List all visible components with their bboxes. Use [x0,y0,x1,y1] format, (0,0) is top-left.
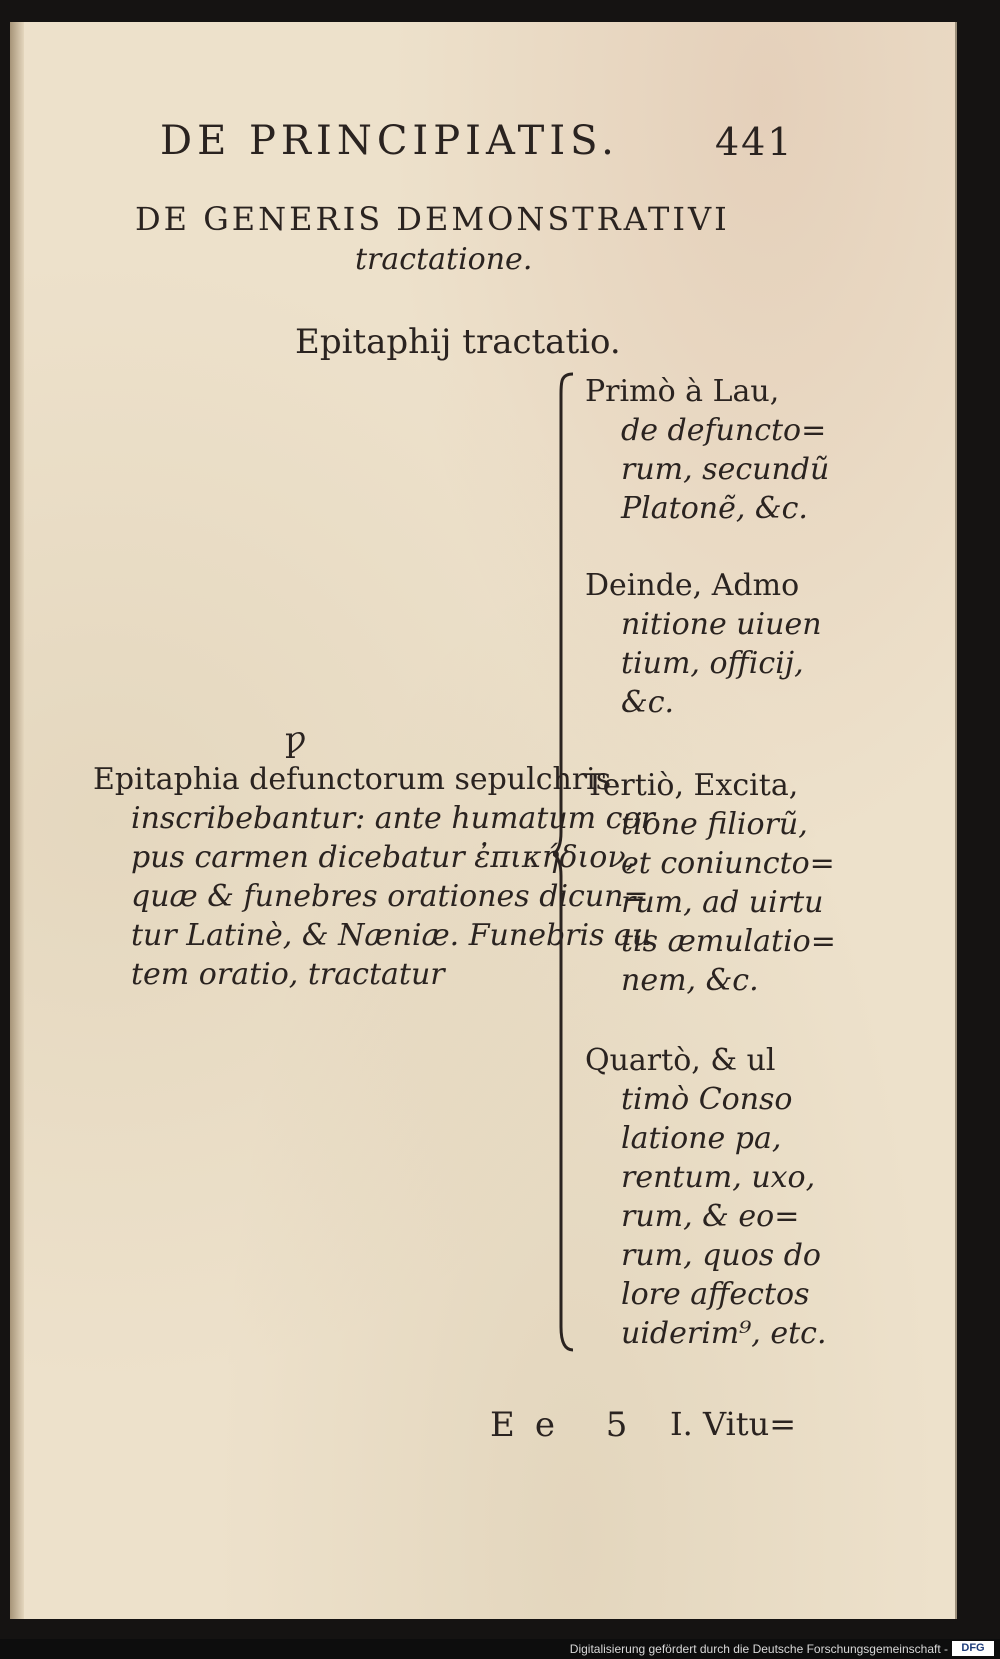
branch-line: de defuncto= [621,413,827,448]
branch-line: rum, ad uirtu [621,885,824,920]
branch-line: tis æmulatio= [621,924,836,959]
branch-line: Deinde, Admo [585,568,800,603]
subtitle: Epitaphij tractatio. [295,322,621,362]
branch-item [585,766,836,1000]
section-title-italic: tractatione. [355,242,533,277]
running-head: DE PRINCIPIATIS. [160,118,619,164]
main-line: quæ & funebres orationes dicun= [131,879,649,914]
branch-line: et coniuncto= [621,846,835,881]
branch-line: &c. [621,685,675,720]
branch-line: Primò à Lau, [585,374,780,409]
branch-line: rentum, uxo, [621,1160,816,1195]
main-line: inscribebantur: ante humatum cor [131,801,655,836]
printer-mark: ƿ [285,720,307,760]
main-paragraph [93,760,655,994]
curly-brace [553,372,577,1354]
branch-item [585,566,822,722]
branch-item [585,1041,827,1353]
dfg-logo: DFG [952,1641,994,1656]
page-gutter [10,22,24,1619]
branch-line: nitione uiuen [621,607,822,642]
signature-mark: Ee 5 [490,1405,648,1445]
branch-line: tium, officij, [621,646,804,681]
branch-line: Quartò, & ul [585,1043,776,1078]
footer-credit: Digitalisierung gefördert durch die Deutsche Forschungsgemeinschaft - [569,1642,948,1656]
main-line: Epitaphia defunctorum sepulchris [93,762,612,797]
branch-line: timò Conso [621,1082,793,1117]
branch-line: Platonẽ, &c. [621,491,808,526]
section-title: DE GENERIS DEMONSTRATIVI [135,200,730,238]
branch-line: rum, & eo= [621,1199,800,1234]
branch-line: rum, secundũ [621,452,830,487]
main-line: pus carmen dicebatur ἐπικήδιον, [131,840,636,875]
branch-line: nem, &c. [621,963,759,998]
branch-line: lore affectos [621,1277,810,1312]
branch-item [585,372,830,528]
branch-line: uiderim⁹, etc. [621,1316,827,1351]
branch-line: rum, quos do [621,1238,821,1273]
branch-line: Tertiò, Excita, [585,768,799,803]
main-line: tur Latinè, & Næniæ. Funebris au [131,918,652,953]
main-line: tem oratio, tractatur [131,957,445,992]
branch-line: tione filiorũ, [621,807,808,842]
catchword: I. Vitu= [670,1405,797,1443]
page-number: 441 [715,120,794,164]
branch-line: latione pa, [621,1121,782,1156]
